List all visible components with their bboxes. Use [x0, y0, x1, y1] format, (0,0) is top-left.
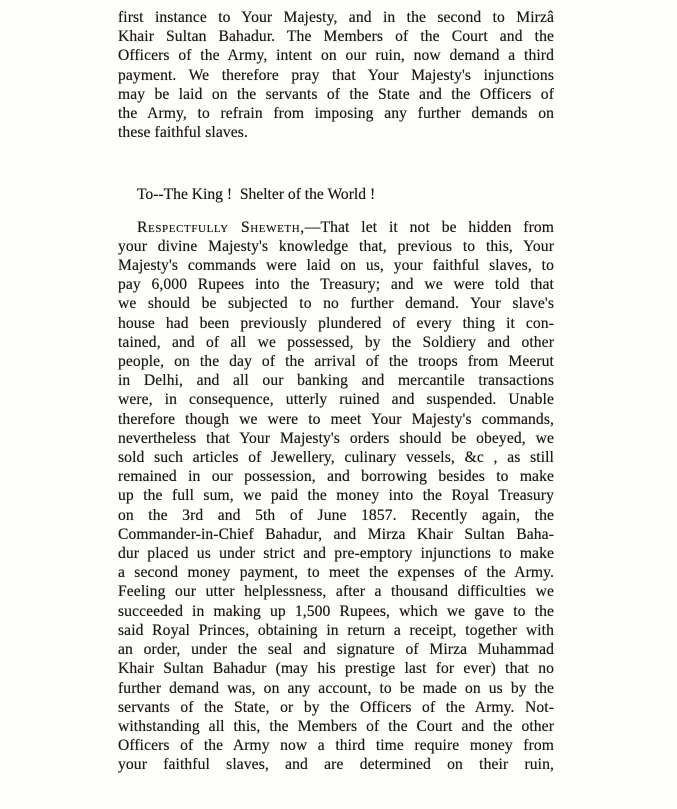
text-line: may be laid on the servants of the State and the Officers of	[118, 85, 554, 103]
text-line: first instance to Your Majesty, and in the second to Mirzâ	[118, 9, 554, 26]
text-line: succeeded in making up 1,500 Rupees, which we gave to the	[118, 602, 554, 620]
text-line: on the 3rd and 5th of June 1857. Recently again, the	[118, 506, 554, 524]
text-line: Officers of the Army, intent on our ruin, now demand a third	[118, 47, 554, 65]
petition-heading: To--The King ! Shelter of the World !	[137, 186, 376, 204]
text-line: further demand was, on any account, to be made on us by the	[118, 679, 554, 697]
petition-lines	[118, 237, 554, 775]
salutation-smallcaps: Respectfully Sheweth,	[137, 218, 305, 236]
text-line: said Royal Princes, obtaining in return a receipt, together with	[118, 621, 554, 639]
text-line: pay 6,000 Rupees into the Treasury; and we were told that	[118, 276, 554, 294]
text-line: your faithful slaves, and are determined on their ruin,	[118, 756, 554, 774]
text-line: payment. We therefore pray that Your Majesty's injunctions	[118, 66, 554, 84]
text-line: remained in our possession, and borrowing besides to make	[118, 468, 554, 486]
text-line: Feeling our utter helplessness, after a thousand difficulties we	[118, 583, 554, 601]
text-line: in Delhi, and all our banking and mercantile transactions	[118, 372, 554, 390]
text-line: therefore though we were to meet Your Majesty's commands,	[118, 410, 554, 428]
text-line: Khair Sultan Bahadur (may his prestige last for ever) that no	[118, 660, 554, 678]
text-line: an order, under the seal and signature of Mirza Muhammad	[118, 641, 554, 659]
text-line: we should be subjected to no further demand. Your slave's	[118, 295, 554, 313]
text-line: dur placed us under strict and pre-emptory injunctions to make	[118, 545, 554, 563]
text-line: Majesty's commands were laid on us, your faithful slaves, to	[118, 257, 554, 275]
text-line: Khair Sultan Bahadur. The Members of the Court and the	[118, 28, 554, 46]
text-line: the Army, to refrain from imposing any further demands on	[118, 105, 554, 123]
text-line: Officers of the Army now a third time require money from	[118, 737, 554, 755]
text-block	[118, 8, 554, 775]
text-line: nevertheless that Your Majesty's orders should be obeyed, we	[118, 429, 554, 447]
salutation-rest: —That let it not be hidden from	[304, 218, 554, 236]
text-line: servants of the State, or by the Officers of the Army. Not-	[118, 698, 554, 716]
text-line: up the full sum, we paid the money into the Royal Treasury	[118, 487, 554, 505]
text-line: a second money payment, to meet the expenses of the Army.	[118, 564, 554, 582]
text-line: Commander-in-Chief Bahadur, and Mirza Khair Sultan Baha-	[118, 525, 554, 543]
text-line: your divine Majesty's knowledge that, previous to this, Your	[118, 237, 554, 255]
text-line: withstanding all this, the Members of the Court and the other	[118, 717, 554, 735]
paragraph-continuation	[118, 8, 554, 142]
text-line: people, on the day of the arrival of the troops from Meerut	[118, 353, 554, 371]
petition-salutation-line	[118, 218, 554, 237]
text-line: were, in consequence, utterly ruined and suspended. Unable	[118, 391, 554, 409]
petition-body	[118, 218, 554, 775]
text-line: house had been previously plundered of every thing it con-	[118, 314, 554, 332]
text-line: sold such articles of Jewellery, culinary vessels, &c , as still	[118, 449, 554, 467]
text-line: these faithful slaves.	[118, 124, 248, 142]
text-line: tained, and of all we possessed, by the Soldiery and other	[118, 333, 554, 351]
